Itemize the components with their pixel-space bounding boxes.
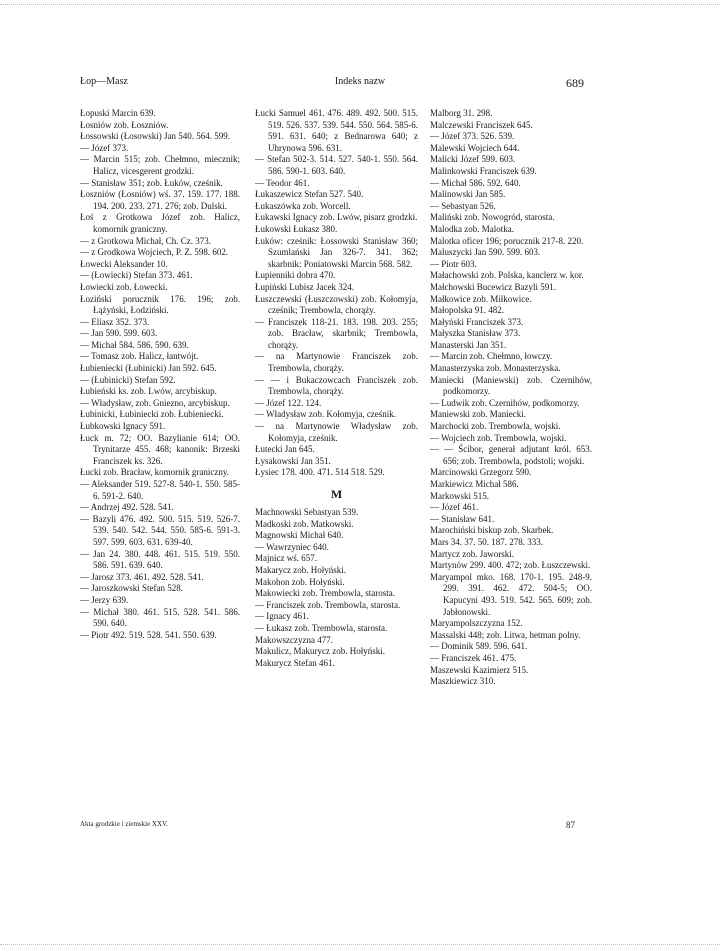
index-entry: Łossowski (Łosowski) Jan 540. 564. 599.: [80, 131, 230, 142]
index-entry: Łukaszówka zob. Worcell.: [255, 200, 351, 211]
index-entry: — Jarosz 373. 461. 492. 528. 541.: [80, 571, 204, 582]
index-column-1: [80, 108, 240, 641]
index-entry: Łupiński Lubisz Jacek 324.: [255, 281, 354, 292]
section-letter-heading: M: [330, 487, 343, 501]
index-entry: — na Martynowie Władysław zob. Kołomyja, cześnik.: [255, 421, 418, 443]
running-head-title: Indeks nazw: [334, 76, 386, 87]
index-entry: — Ignacy 461.: [255, 611, 309, 622]
index-entry: Makohon zob. Hołyński.: [255, 576, 345, 587]
index-entry: — Józef 373.: [80, 142, 129, 153]
index-entry: — Michał 380. 461. 515. 528. 541. 586. 590. 640.: [80, 606, 240, 629]
index-entry: Malodka zob. Malotka.: [430, 223, 514, 234]
index-entry: Malewski Wojciech 644.: [430, 142, 520, 153]
index-entry: — (Łubinicki) Stefan 592.: [80, 374, 176, 385]
index-entry: — Sebastyan 526.: [430, 200, 496, 211]
index-entry: — Wojciech zob. Trembowla, wojski.: [430, 432, 567, 443]
index-entry: Makarycz zob. Hołyński.: [255, 564, 346, 575]
index-entry: — Władysław, zob. Gniezno, arcybiskup.: [80, 397, 230, 408]
index-entry: — na Martynowie Franciszek zob. Trembowla, chorąży.: [255, 351, 418, 374]
index-entry: Manasterzyska zob. Monasterzyska.: [430, 363, 561, 374]
index-entry: — Aleksander 519. 527-8. 540-1. 550. 585-6. 591-2. 640.: [80, 479, 240, 501]
index-column-3: [430, 108, 592, 688]
index-entry: Machnowski Sebastyan 539.: [255, 507, 359, 517]
index-entry: Massalski 448; zob. Litwa, hetman polny.: [430, 629, 581, 640]
page-number: 689: [566, 76, 584, 90]
index-entry: — Jan 590. 599. 603.: [80, 328, 158, 339]
column-2-entries-l: [255, 108, 418, 479]
index-entry: Maryampolszczyzna 152.: [430, 618, 523, 629]
index-entry: Maliński zob. Nowogród, starosta.: [430, 212, 555, 223]
index-entry: — Franciszek zob. Trembowla, starosta.: [255, 599, 401, 610]
index-entry: — Jaroszkowski Stefan 528.: [80, 583, 183, 594]
index-entry: Łoziński porucznik 176. 196; zob. Łążyński, Łodziński.: [80, 293, 240, 316]
index-entry: — Marcin 515; zob. Chełmno, miecznik; Halicz, vicesgerent grodzki.: [80, 154, 240, 176]
index-entry: Łuck m. 72; OO. Bazylianie 614; OO. Trynitarze 455. 468; kanonik: Brzeski Franciszek ks. 326.: [80, 432, 240, 466]
index-entry: Łutecki Jan 645.: [255, 444, 315, 455]
index-entry: Łupienniki dobra 470.: [255, 270, 336, 281]
index-entry: — Stanisław 641.: [430, 513, 495, 524]
index-entry: Łowecki Aleksander 10.: [80, 258, 168, 269]
index-entry: Malinowski Jan 585.: [430, 189, 506, 200]
index-entry: Małachowski zob. Polska, kanclerz w. kor.: [430, 270, 584, 281]
index-entry: — Jerzy 639.: [80, 594, 129, 605]
bottom-scan-edge: [0, 944, 720, 945]
index-entry: — Michał 586. 592. 640.: [430, 177, 521, 188]
index-entry: Madkoski zob. Matkowski.: [255, 518, 354, 529]
page-header: [0, 76, 720, 92]
index-entry: — Dominik 589. 596. 641.: [430, 641, 528, 652]
index-entry: Małopolska 91. 482.: [430, 305, 504, 316]
index-entry: Łowiecki zob. Łowecki.: [80, 281, 168, 292]
index-entry: Łysiec 178. 400. 471. 514 518. 529.: [255, 467, 385, 478]
index-entry: Łukawski Ignacy zob. Lwów, pisarz grodzki.: [255, 212, 418, 223]
index-entry: Maniewski zob. Maniecki.: [430, 409, 526, 420]
index-entry: Łosniów zob. Łoszniów.: [80, 119, 169, 130]
index-entry: — — i Bukaczowcach Franciszek zob. Trembowla, chorąży.: [255, 374, 418, 397]
index-entry: Łubkowski Ignacy 591.: [80, 421, 166, 432]
index-entry: — z Grotkowa Michał, Ch. Cz. 373.: [80, 235, 211, 246]
index-entry: Łoszniów (Łosniów) wś. 37. 159. 177. 188. 194. 200. 233. 271. 276; zob. Dulski.: [80, 189, 240, 211]
index-entry: Majnicz wś. 657.: [255, 553, 317, 564]
index-entry: — Teodor 461.: [255, 177, 310, 188]
index-entry: — Eliasz 352. 373.: [80, 316, 150, 327]
index-entry: Maniecki (Maniewski) zob. Czernihów, podkomorzy.: [430, 374, 592, 397]
index-entry: — Władysław zob. Kołomyja, cześnik.: [255, 409, 397, 420]
index-entry: — — Ścibor, generał adjutant król. 653. 656; zob. Trembowla, podstoli; wojski.: [430, 444, 592, 466]
index-entry: — Józef 373. 526. 539.: [430, 131, 515, 142]
index-entry: — Stefan 502-3. 514. 527. 540-1. 550. 564. 586. 590-1. 603. 640.: [255, 154, 418, 176]
index-entry: — Józef 461.: [430, 502, 479, 513]
index-entry: Łysakowski Jan 351.: [255, 455, 331, 466]
index-entry: Maluszycki Jan 590. 599. 603.: [430, 247, 541, 258]
index-entry: Makowszczyzna 477.: [255, 634, 333, 645]
index-entry: — Bazyli 476. 492. 500. 515. 519. 526-7. 539. 540. 542. 544. 550. 585-6. 591-3. 597. 599. 603. 631. 639-40.: [80, 513, 240, 547]
index-entry: Łubieniecki (Łubinicki) Jan 592. 645.: [80, 363, 217, 374]
top-scan-edge: [0, 4, 720, 5]
index-entry: Martynów 299. 400. 472; zob. Łuszczewski.: [430, 560, 591, 571]
index-entry: Mars 34. 37. 50. 187. 278. 333.: [430, 536, 543, 547]
index-entry: Marochiński biskup zob. Skarbek.: [430, 525, 554, 536]
index-entry: Łuków: cześnik: Łossowski Stanisław 360; Szumlański Jan 326-7. 341. 362; skarbnik: Poniatowski Marcin 568. 582.: [255, 235, 418, 269]
footer-series-title: Akta grodzkie i ziemskie XXV.: [80, 820, 168, 828]
index-column-2: [255, 108, 418, 669]
index-entry: — Ludwik zob. Czernihów, podkomorzy.: [430, 397, 580, 408]
index-entry: Maszewski Kazimierz 515.: [430, 664, 529, 675]
index-entry: Małyński Franciszek 373.: [430, 316, 524, 327]
index-entry: Malotka oficer 196; porucznik 217-8. 220.: [430, 235, 584, 246]
running-head-range: Łop—Masz: [80, 76, 128, 87]
index-entry: Łukaszewicz Stefan 527. 540.: [255, 189, 364, 200]
index-entry: Łoś z Grotkowa Józef zob. Halicz, komornik graniczny.: [80, 212, 240, 234]
index-entry: Malinkowski Franciszek 639.: [430, 165, 537, 176]
index-entry: — Franciszek 118-21. 183. 198. 203. 255; zob. Bracław, skarbnik; Trembowla, chorąży.: [255, 316, 418, 350]
index-entry: — z Grodkowa Wojciech, P. Z. 598. 602.: [80, 247, 229, 258]
index-entry: — Stanisław 351; zob. Łuków, cześnik.: [80, 177, 223, 188]
sheet-signature: 87: [566, 820, 575, 830]
index-entry: Malczewski Franciszek 645.: [430, 119, 533, 130]
index-entry: — Andrzej 492. 528. 541.: [80, 502, 174, 513]
index-entry: Malicki Józef 599. 603.: [430, 154, 516, 165]
index-entry: Markowski 515.: [430, 490, 489, 501]
index-entry: Marcinowski Grzegorz 590.: [430, 467, 532, 478]
index-entry: Łuszczewski (Łuszczowski) zob. Kołomyja, cześnik; Trembowla, chorąży.: [255, 293, 418, 316]
index-entry: Makowiecki zob. Trembowla, starosta.: [255, 588, 395, 599]
index-entry: Maszkiewicz 310.: [430, 676, 496, 687]
index-entry: Łucki zob. Bracław, komornik graniczny.: [80, 467, 230, 478]
index-entry: Makulicz, Makurycz zob. Hołyński.: [255, 646, 385, 657]
column-2-entries-m: [255, 507, 418, 669]
index-entry: — Piotr 492. 519. 528. 541. 550. 639.: [80, 629, 217, 640]
index-entry: Manasterski Jan 351.: [430, 339, 507, 350]
index-entry: Łopuski Marcin 639.: [80, 108, 156, 118]
index-entry: — Piotr 603.: [430, 258, 477, 269]
index-entry: Łubieński ks. zob. Lwów, arcybiskup.: [80, 386, 217, 397]
index-entry: Łukowski Łukasz 380.: [255, 223, 338, 234]
index-entry: — Łukasz zob. Trembowla, starosta.: [255, 622, 388, 633]
index-entry: Łubinicki, Łubiniecki zob. Łubieniecki.: [80, 409, 224, 420]
index-entry: Martycz zob. Jaworski.: [430, 548, 514, 559]
index-entry: — Wawrzyniec 640.: [255, 541, 329, 552]
index-entry: Marchocki zob. Trembowla, wojski.: [430, 421, 561, 432]
index-entry: Małchowski Bucewicz Bazyli 591.: [430, 281, 556, 292]
index-entry: Małyszka Stanisław 373.: [430, 328, 521, 339]
index-entry: Maryampol mko. 168. 170-1. 195. 248-9. 299. 391. 462. 472. 504-5; OO. Kapucyni 493. 519. 542. 565. 609; zob. Jabłonowski.: [430, 571, 592, 617]
index-entry: — Tomasz zob. Halicz, łantwójt.: [80, 351, 199, 362]
index-entry: Malborg 31. 298.: [430, 108, 493, 118]
index-entry: Małkowice zob. Miłkowice.: [430, 293, 532, 304]
index-entry: — (Łowiecki) Stefan 373. 461.: [80, 270, 193, 281]
index-entry: — Michał 584. 586. 590. 639.: [80, 339, 189, 350]
index-entry: — Marcin zob. Chełmno, łowczy.: [430, 351, 553, 362]
index-entry: Magnowski Michał 640.: [255, 530, 344, 541]
index-entry: Markiewicz Michał 586.: [430, 479, 519, 489]
index-entry: — Jan 24. 380. 448. 461. 515. 519. 550. 586. 591. 639. 640.: [80, 548, 240, 571]
index-entry: — Franciszek 461. 475.: [430, 652, 517, 663]
index-entry: Łucki Samuel 461. 476. 489. 492. 500. 515. 519. 526. 537. 539. 544. 550. 564. 585-6. 591. 631. 640; z Bednarowa 640; z Uhrynowa 596. 631.: [255, 108, 418, 153]
index-entry: — Józef 122. 124.: [255, 397, 322, 408]
index-entry: Makurycz Stefan 461.: [255, 657, 335, 668]
